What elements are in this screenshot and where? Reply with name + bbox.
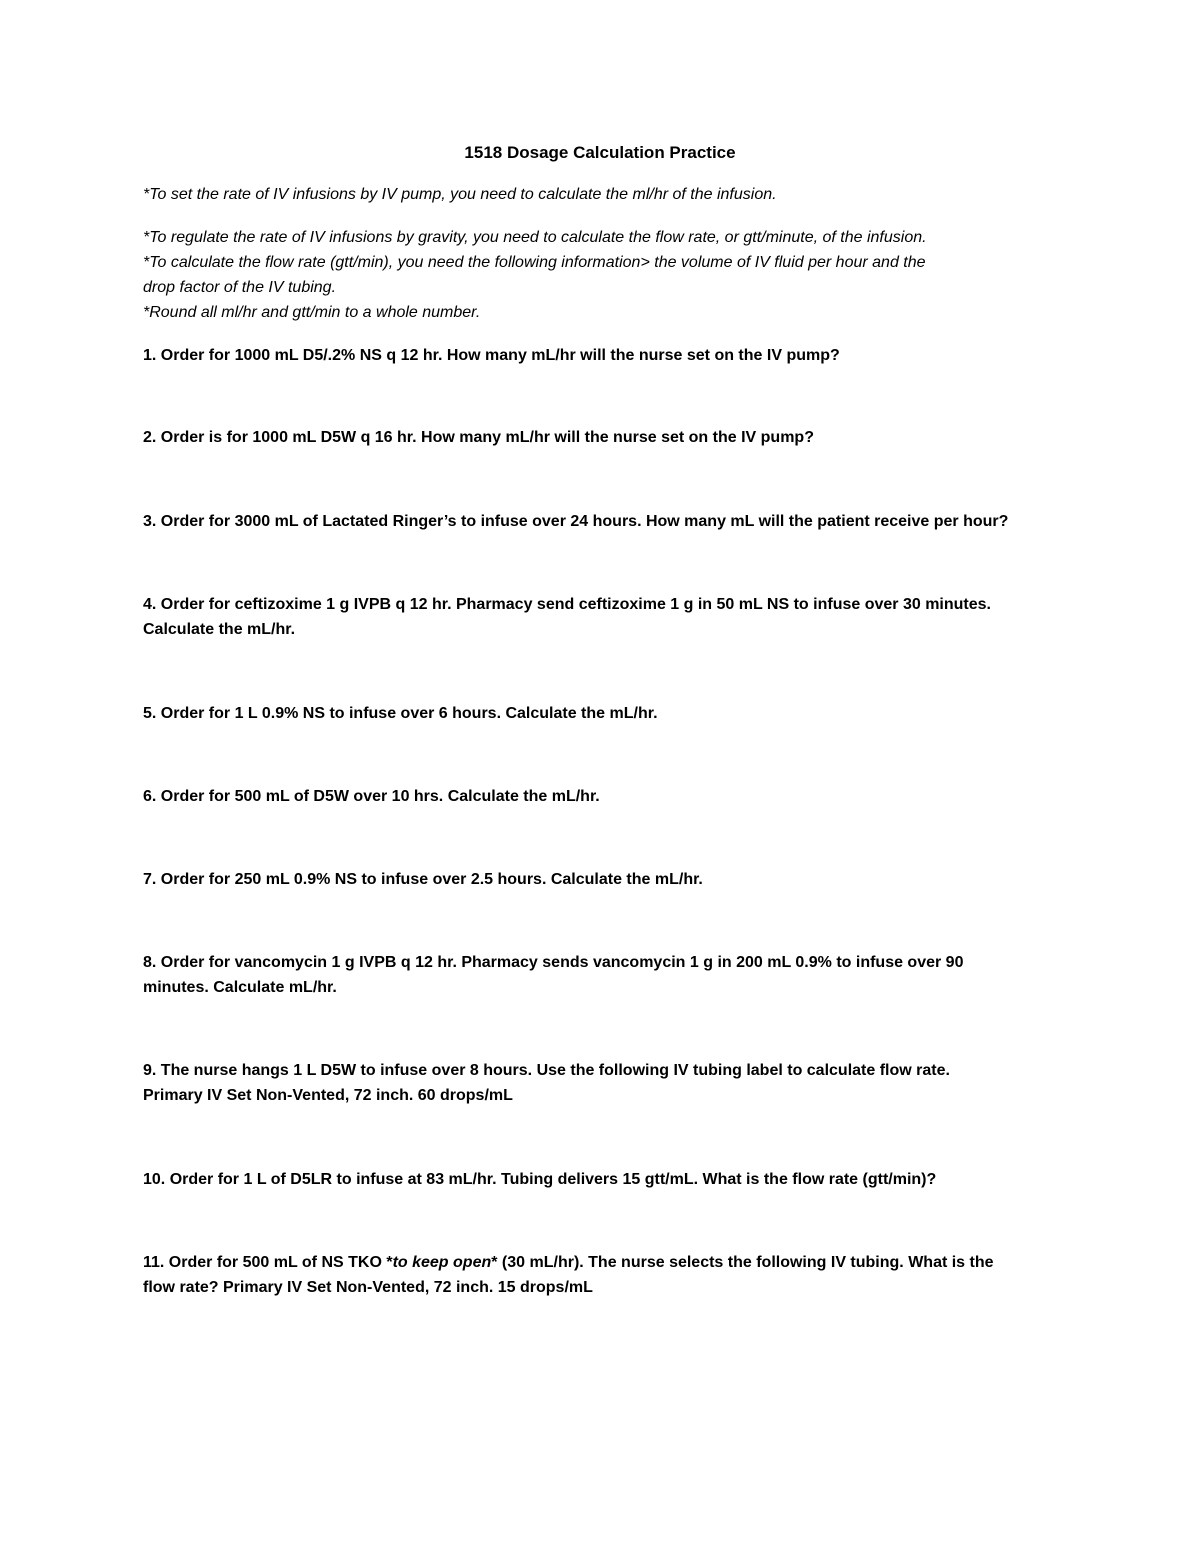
- question-4-line-2: Calculate the mL/hr.: [143, 621, 296, 638]
- question-4: [143, 592, 991, 642]
- page-title: 1518 Dosage Calculation Practice: [464, 143, 736, 162]
- question-9-line-2: Primary IV Set Non-Vented, 72 inch. 60 drops/mL: [143, 1087, 513, 1104]
- instruction-note-gravity: *To regulate the rate of IV infusions by gravity, you need to calculate the flow rate, or gtt/minute, of the infusion.: [143, 229, 927, 246]
- question-11-text-italic: to keep open: [392, 1254, 492, 1271]
- instruction-note-flow-rate-cont: drop factor of the IV tubing.: [143, 279, 337, 296]
- instruction-note-rounding: *Round all ml/hr and gtt/min to a whole number.: [143, 304, 481, 321]
- question-10: 10. Order for 1 L of D5LR to infuse at 83 mL/hr. Tubing delivers 15 gtt/mL. What is the flow rate (gtt/min)?: [143, 1171, 937, 1188]
- question-11: [143, 1250, 994, 1300]
- question-5: 5. Order for 1 L 0.9% NS to infuse over 6 hours. Calculate the mL/hr.: [143, 705, 658, 722]
- question-4-line-1: 4. Order for ceftizoxime 1 g IVPB q 12 hr. Pharmacy send ceftizoxime 1 g in 50 mL NS to infuse over 30 minutes.: [143, 596, 991, 613]
- question-6: 6. Order for 500 mL of D5W over 10 hrs. Calculate the mL/hr.: [143, 788, 600, 805]
- instruction-note-pump: *To set the rate of IV infusions by IV pump, you need to calculate the ml/hr of the infusion.: [143, 186, 777, 203]
- question-8: [143, 950, 963, 1000]
- question-9: [143, 1058, 950, 1108]
- question-11-text-post: * (30 mL/hr). The nurse selects the following IV tubing. What is the: [491, 1254, 994, 1271]
- instruction-note-flow-rate: *To calculate the flow rate (gtt/min), you need the following information> the volume of IV fluid per hour and the: [143, 254, 926, 271]
- question-11-line-1: [143, 1250, 994, 1275]
- question-7: 7. Order for 250 mL 0.9% NS to infuse over 2.5 hours. Calculate the mL/hr.: [143, 871, 703, 888]
- question-1: 1. Order for 1000 mL D5/.2% NS q 12 hr. How many mL/hr will the nurse set on the IV pump?: [143, 347, 840, 364]
- question-2: 2. Order is for 1000 mL D5W q 16 hr. How many mL/hr will the nurse set on the IV pump?: [143, 429, 814, 446]
- question-11-line-2: flow rate? Primary IV Set Non-Vented, 72 inch. 15 drops/mL: [143, 1279, 593, 1296]
- question-9-line-1: 9. The nurse hangs 1 L D5W to infuse over 8 hours. Use the following IV tubing label to calculate flow rate.: [143, 1062, 950, 1079]
- question-8-line-2: minutes. Calculate mL/hr.: [143, 979, 337, 996]
- question-8-line-1: 8. Order for vancomycin 1 g IVPB q 12 hr. Pharmacy sends vancomycin 1 g in 200 mL 0.9% to infuse over 90: [143, 954, 964, 971]
- question-3: 3. Order for 3000 mL of Lactated Ringer’s to infuse over 24 hours. How many mL will the patient receive per hour?: [143, 513, 1009, 530]
- question-11-text-pre: 11. Order for 500 mL of NS TKO *: [143, 1254, 393, 1271]
